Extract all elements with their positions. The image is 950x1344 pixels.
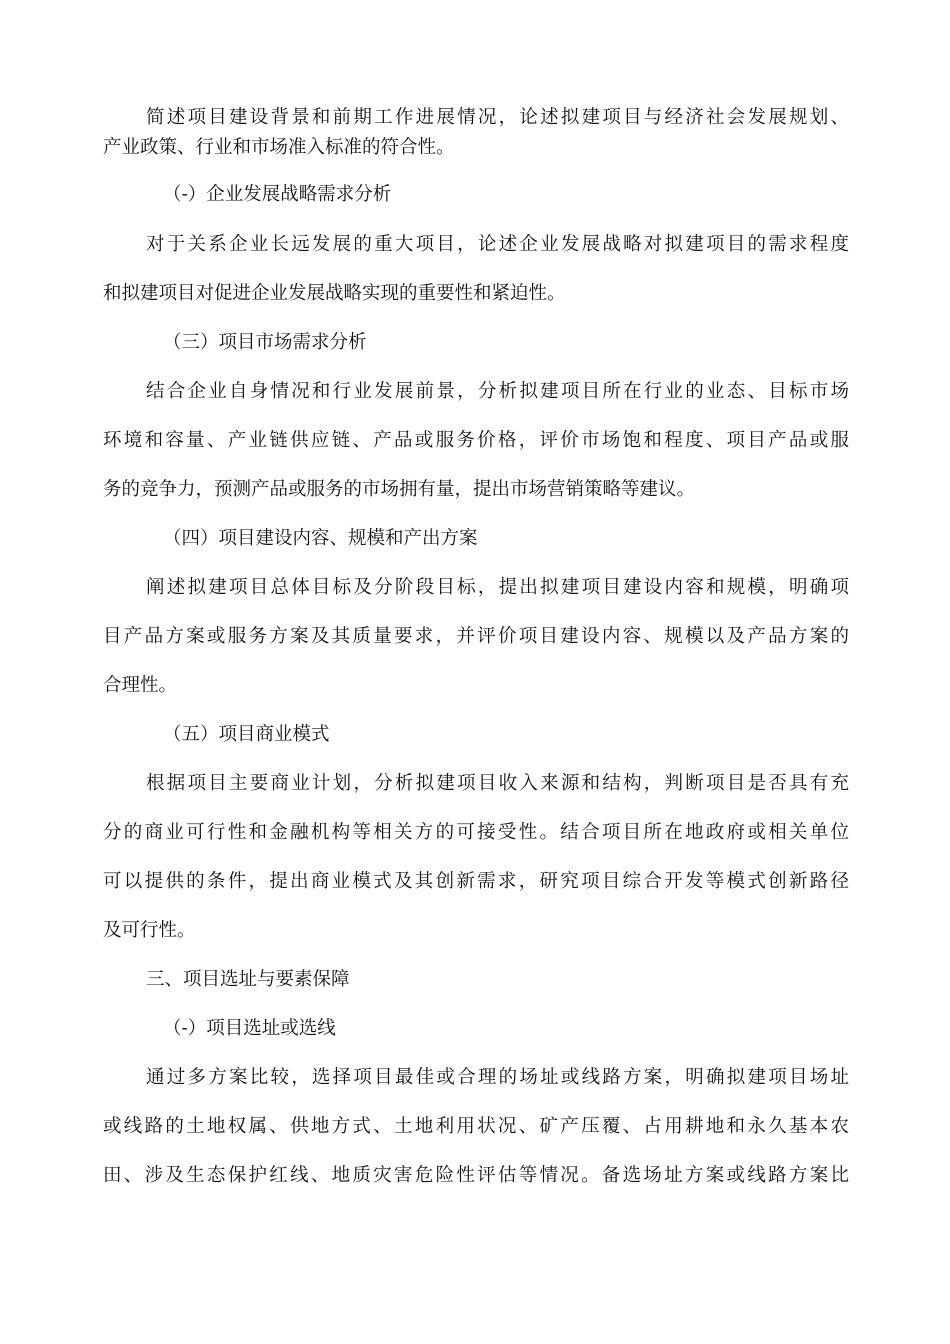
paragraph-line: 目产品方案或服务方案及其质量要求，并评价项目建设内容、规模以及产品方案的	[103, 626, 849, 647]
paragraph-line: 产业政策、行业和市场准入标准的符合性。	[103, 137, 455, 158]
paragraph-line: 合理性。	[103, 675, 178, 696]
paragraph-line: 和拟建项目对促进企业发展战略实现的重要性和紧迫性。	[103, 283, 566, 304]
section-subheading: （-）项目选址或选线	[163, 1018, 336, 1039]
paragraph-line: 分的商业可行性和金融机构等相关方的可接受性。结合项目所在地政府或相关单位	[103, 822, 849, 843]
section-subheading: （五）项目商业模式	[163, 724, 330, 745]
paragraph-line: 结合企业自身情况和行业发展前景，分析拟建项目所在行业的业态、目标市场	[146, 381, 849, 402]
section-subheading: （-）企业发展战略需求分析	[163, 184, 392, 205]
section-heading: 三、项目选址与要素保障	[146, 969, 350, 990]
paragraph-line: 及可行性。	[103, 920, 196, 941]
paragraph-line: 环境和容量、产业链供应链、产品或服务价格，评价市场饱和程度、项目产品或服	[103, 430, 849, 451]
paragraph-line: 可以提供的条件，提出商业模式及其创新需求，研究项目综合开发等模式创新路径	[103, 871, 849, 892]
paragraph-line: 通过多方案比较，选择项目最佳或合理的场址或线路方案，明确拟建项目场址	[146, 1067, 849, 1088]
paragraph-line: 务的竞争力，预测产品或服务的市场拥有量，提出市场营销策略等建议。	[103, 479, 696, 500]
paragraph-line: 阐述拟建项目总体目标及分阶段目标，提出拟建项目建设内容和规模，明确项	[146, 577, 849, 598]
paragraph-line: 田、涉及生态保护红线、地质灾害危险性评估等情况。备选场址方案或线路方案比	[103, 1165, 849, 1186]
paragraph-line: 简述项目建设背景和前期工作进展情况，论述拟建项目与经济社会发展规划、	[146, 107, 849, 128]
section-subheading: （三）项目市场需求分析	[163, 332, 367, 353]
section-subheading: （四）项目建设内容、规模和产出方案	[163, 528, 478, 549]
paragraph-line: 对于关系企业长远发展的重大项目，论述企业发展战略对拟建项目的需求程度	[146, 234, 849, 255]
paragraph-line: 根据项目主要商业计划，分析拟建项目收入来源和结构，判断项目是否具有充	[146, 773, 849, 794]
paragraph-line: 或线路的土地权属、供地方式、土地利用状况、矿产压覆、占用耕地和永久基本农	[103, 1116, 849, 1137]
